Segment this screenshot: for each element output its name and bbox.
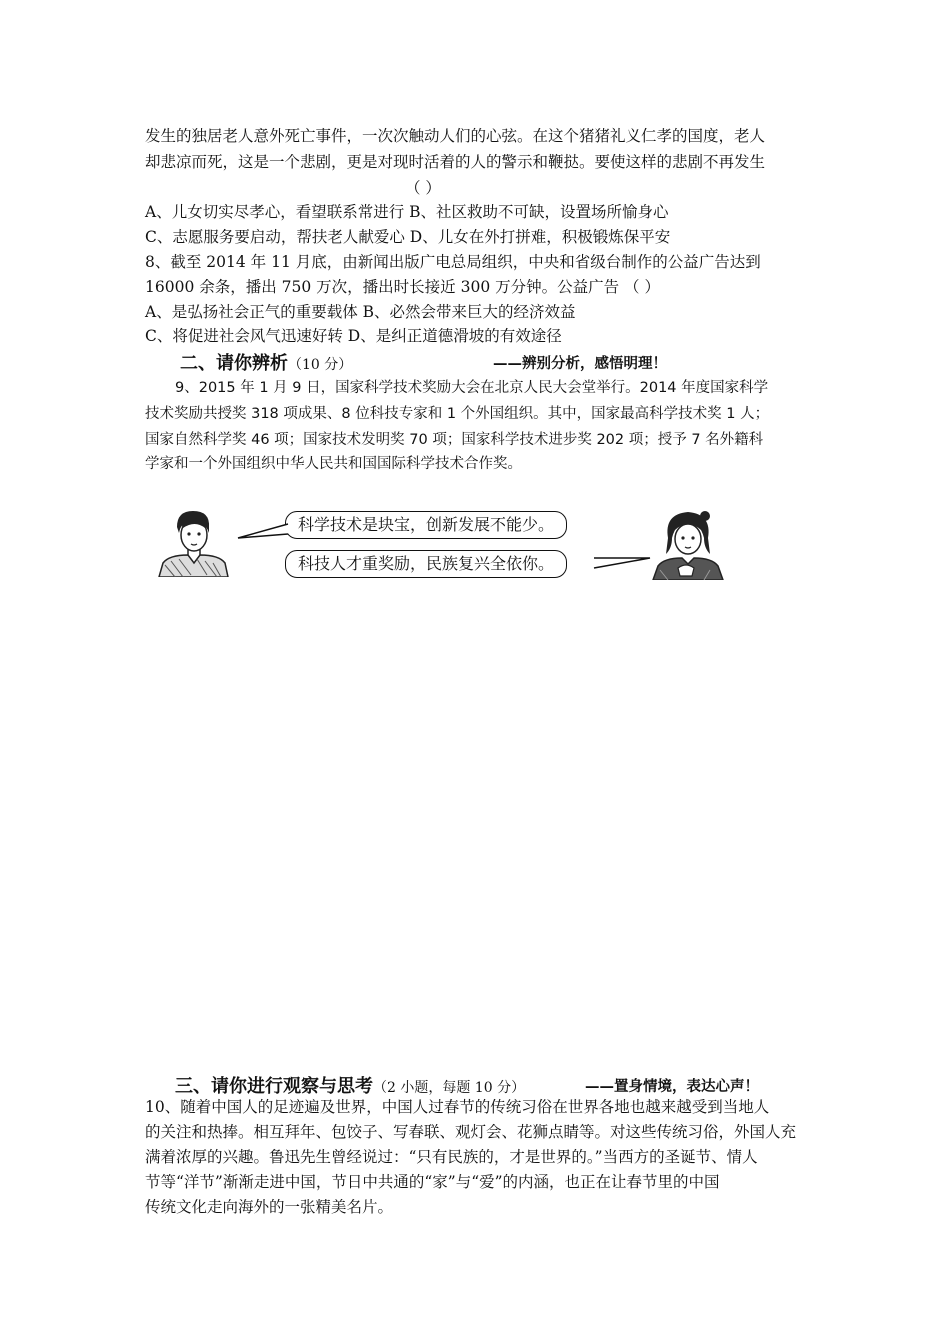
bubble-pointer-right xyxy=(592,552,652,574)
section-2-score: （10 分） xyxy=(288,357,353,373)
q8-text-line: 16000 余条，播出 750 万次，播出时长接近 300 万分钟。公益广告 （ ） xyxy=(145,278,660,296)
q7-text-line: 却悲凉而死，这是一个悲剧，更是对现时活着的人的警示和鞭挞。要使这样的悲剧不再发生 xyxy=(145,153,766,171)
q7-text-line: 发生的独居老人意外死亡事件，一次次触动人们的心弦。在这个猪猪礼义仁孝的国度，老人 xyxy=(145,127,766,145)
bubble-pointer-left xyxy=(236,522,292,542)
q7-options-cd: C、志愿服务要启动，帮扶老人献爱心 D、儿女在外打拼难，积极锻炼保平安 xyxy=(145,228,671,246)
section-3-tagline: ——置身情境，表达心声！ xyxy=(585,1079,759,1095)
q10-text-line: 满着浓厚的兴趣。鲁迅先生曾经说过：“只有民族的，才是世界的。”当西方的圣诞节、情人 xyxy=(145,1148,758,1166)
q8-text-line: 8、截至 2014 年 11 月底，由新闻出版广电总局组织，中央和省级台制作的公益广告达到 xyxy=(145,253,761,271)
q8-options-ab: A、是弘扬社会正气的重要载体 B、必然会带来巨大的经济效益 xyxy=(145,303,576,321)
q9-text-line: 9、2015 年 1 月 9 日，国家科学技术奖励大会在北京人民大会堂举行。2014 年度国家科学 xyxy=(175,380,769,396)
speech-bubble-boy xyxy=(285,511,567,539)
section-2-tagline: ——辨别分析，感悟明理！ xyxy=(493,356,667,372)
q10-text-line: 节等“洋节”渐渐走进中国，节日中共通的“家”与“爱”的内涵，也正在让春节里的中国 xyxy=(145,1173,720,1191)
q10-text-line: 的关注和热捧。相互拜年、包饺子、写春联、观灯会、花狮点睛等。对这些传统习俗，外国人充 xyxy=(145,1123,797,1141)
section-3-score: （2 小题，每题 10 分） xyxy=(373,1080,526,1096)
q7-options-ab: A、儿女切实尽孝心，看望联系常进行 B、社区救助不可缺，设置场所愉身心 xyxy=(145,203,669,221)
q9-text-line: 技术奖励共授奖 318 项成果、8 位科技专家和 1 个外国组织。其中，国家最高科学技术奖 1 人； xyxy=(145,406,770,422)
q9-text-line: 国家自然科学奖 46 项；国家技术发明奖 70 项；国家科学技术进步奖 202 项；授予 7 名外籍科 xyxy=(145,432,764,448)
speech-bubble-girl xyxy=(285,550,567,578)
q10-text-line: 传统文化走向海外的一张精美名片。 xyxy=(145,1198,394,1216)
bubble-text: 科技人才重奖励，民族复兴全依你。 xyxy=(298,554,555,573)
section-2-heading xyxy=(180,349,352,375)
section-3-title: 三、请你进行观察与思考 xyxy=(175,1076,373,1097)
q9-text-line: 学家和一个外国组织中华人民共和国国际科学技术合作奖。 xyxy=(145,456,522,472)
boy-illustration xyxy=(155,505,230,577)
girl-illustration xyxy=(650,508,725,580)
q8-options-cd: C、将促进社会风气迅速好转 D、是纠正道德滑坡的有效途径 xyxy=(145,327,562,345)
section-2-title: 二、请你辨析 xyxy=(180,353,288,374)
bubble-text: 科学技术是块宝，创新发展不能少。 xyxy=(298,515,555,534)
q10-text-line: 10、随着中国人的足迹遍及世界，中国人过春节的传统习俗在世界各地也越来越受到当地人 xyxy=(145,1098,770,1116)
answer-parentheses: （ ） xyxy=(405,179,441,197)
